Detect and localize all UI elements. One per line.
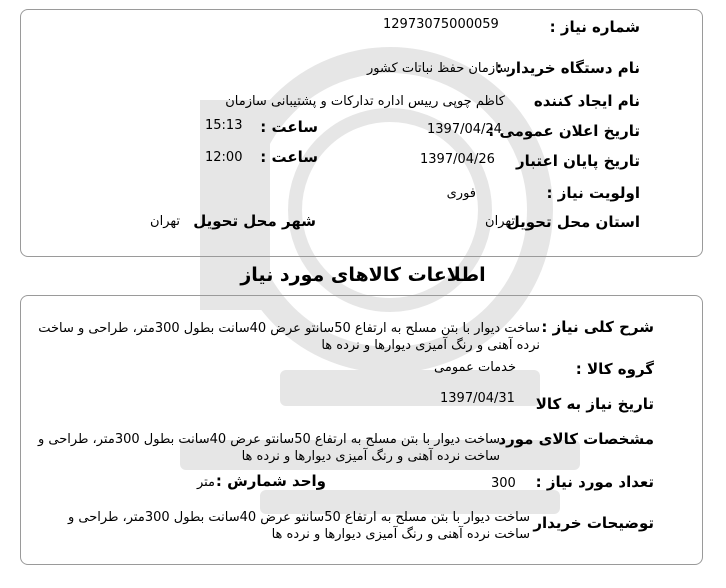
announce-date-value: 1397/04/24 bbox=[427, 122, 502, 137]
creator-value: کاظم چوپی رییس اداره تدارکات و پشتیبانی سازمان bbox=[225, 94, 505, 109]
need-number-label: شماره نیاز : bbox=[549, 18, 640, 36]
unit-value: متر bbox=[196, 475, 215, 490]
expiry-time-value: 12:00 bbox=[205, 150, 243, 165]
announce-time-label: ساعت : bbox=[260, 118, 318, 136]
goods-group-label: گروه کالا : bbox=[575, 360, 654, 378]
province-value: تهران bbox=[485, 214, 515, 229]
announce-date-label: تاریخ اعلان عمومی : bbox=[488, 122, 640, 140]
goods-spec-label: مشخصات کالای مورد bbox=[498, 430, 654, 448]
unit-label: واحد شمارش : bbox=[215, 472, 326, 490]
announce-time-value: 15:13 bbox=[205, 118, 243, 133]
priority-value: فوری bbox=[446, 186, 476, 201]
need-number-value: 12973075000059 bbox=[383, 17, 499, 32]
buyer-notes-label: توضیحات خریدار bbox=[533, 514, 654, 532]
quantity-label: تعداد مورد نیاز : bbox=[535, 473, 654, 491]
creator-label: نام ایجاد کننده bbox=[533, 92, 640, 110]
priority-label: اولویت نیاز : bbox=[546, 184, 640, 202]
need-date-value: 1397/04/31 bbox=[440, 391, 515, 406]
province-label: استان محل تحویل bbox=[506, 213, 640, 231]
need-date-label: تاریخ نیاز به کالا bbox=[535, 395, 654, 413]
buyer-value: سازمان حفظ نباتات کشور bbox=[366, 61, 510, 76]
expiry-date-value: 1397/04/26 bbox=[420, 152, 495, 167]
expiry-date-label: تاریخ پایان اعتبار bbox=[515, 152, 640, 170]
general-description-value: ساخت دیوار با بتن مسلح به ارتفاع 50سانتو عرض 40سانت بطول 300متر، طراحی و ساخت نرده آهنی و رنگ آمیزی دیوارها و نرده ها bbox=[38, 321, 540, 353]
buyer-label: نام دستگاه خریدار : bbox=[496, 59, 640, 77]
city-value: تهران bbox=[150, 214, 180, 229]
goods-spec-value: ساخت دیوار با بتن مسلح به ارتفاع 50سانتو عرض 40سانت بطول 300متر، طراحی و ساخت نرده آهنی و رنگ آمیزی دیوارها و نرده ها bbox=[38, 432, 500, 464]
general-description-label: شرح کلی نیاز : bbox=[541, 318, 654, 336]
buyer-notes-value: ساخت دیوار با بتن مسلح به ارتفاع 50سانتو عرض 40سانت بطول 300متر، طراحی و ساخت نرده آهنی و رنگ آمیزی دیوارها و نرده ها bbox=[68, 510, 530, 542]
quantity-value: 300 bbox=[491, 476, 516, 491]
expiry-time-label: ساعت : bbox=[260, 148, 318, 166]
goods-group-value: خدمات عمومی bbox=[434, 360, 516, 375]
city-label: شهر محل تحویل bbox=[193, 212, 316, 230]
section-title: اطلاعات کالاهای مورد نیاز bbox=[240, 264, 486, 286]
